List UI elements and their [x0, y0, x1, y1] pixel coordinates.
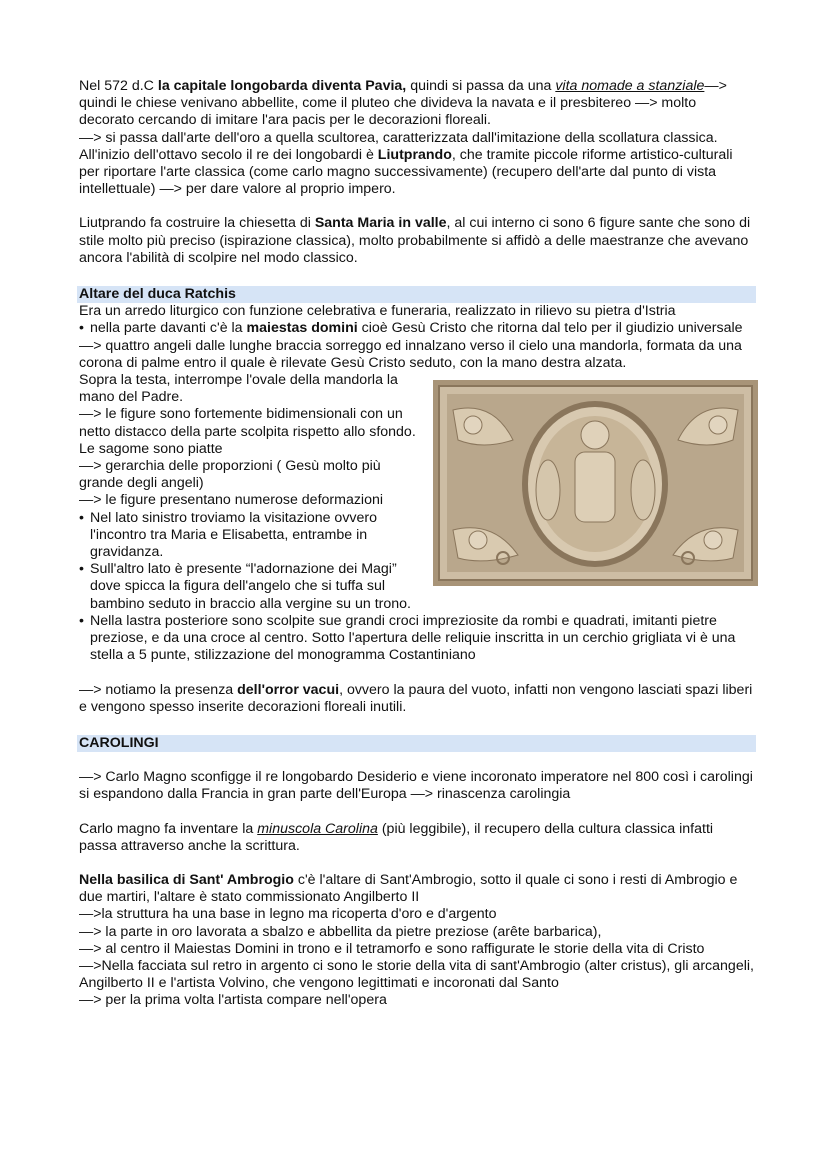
line-maiestas-domini: —> al centro il Maiestas Domini in trono e il tetramorfo e sono raffigurate le storie della vita di Cristo [79, 940, 705, 957]
paragraph-santa-maria: Liutprando fa costruire la chiesetta di Santa Maria in valle, al cui interno ci sono 6 figure sante che sono di stile molto più preciso (ispirazione classica), molto probabilmente si affidò a delle maestranze che avevano ancora l'abilità di scolpire nel modo classico. [79, 215, 751, 266]
bullet-magi: • Sull'altro lato è presente “l'adornazione dei Magi” dove spicca la figura dell'angelo che si tuffa sul bambino seduto in braccio alla vergine su un trono. [79, 561, 411, 612]
line-parte-oro: —> la parte in oro lavorata a sbalzo e abbellita da pietre preziose (arête barbarica), [79, 923, 602, 940]
paragraph-angeli: —> quattro angeli dalle lunghe braccia sorreggo ed innalzano verso il cielo una mandorla, formata da una corona di palme entro il quale è rilevate Gesù Cristo seduto, con la mano destra alzata. [79, 337, 742, 371]
document-page [79, 78, 754, 1010]
paragraph-gerarchia: —> gerarchia delle proporzioni ( Gesù molto più grande degli angeli) [79, 458, 381, 492]
bullet-visitazione: • Nel lato sinistro troviamo la visitazione ovvero l'incontro tra Maria e Elisabetta, entrambe in gravidanza. [79, 509, 378, 561]
line-facciata-retro: —>Nella facciata sul retro in argento ci sono le storie della vita di sant'Ambrogio (alter cristus), gli arcangeli, Angilberto II e l'artista Volvino, che vengono legittimati e incoronati dal Santo [79, 957, 754, 992]
paragraph-sant-ambrogio: Nella basilica di Sant' Ambrogio c'è l'altare di Sant'Ambrogio, sotto il quale ci sono i resti di Ambrogio e due martiri, l'altare è stato commissionato Angilberto II [79, 871, 738, 906]
paragraph-liutprando: All'inizio dell'ottavo secolo il re dei longobardi è Liutprando, che tramite piccole riforme artistico-culturali per riportare l'arte classica (come carlo magno successivamente) (recupero dell'arte dal punto di vista intellettuale) —> per dare valore al proprio impero. [79, 146, 733, 198]
line-struttura: —>la struttura ha una base in legno ma ricoperta d'oro e d'argento [79, 906, 497, 923]
bullet-lastra-posteriore: • Nella lastra posteriore sono scolpite sue grandi croci impreziosite da rombi e quadrati, imitanti pietre preziose, e da una croce al centro. Sotto l'apertura delle reliquie inscritta in un cerchio grigliata vi è una stella a 5 punte, stilizzazione del monogramma Costantiniano [79, 612, 736, 664]
line-artista: —> per la prima volta l'artista compare nell'opera [79, 992, 387, 1009]
altar-relief-image [433, 380, 758, 586]
heading-carolingi: CAROLINGI [77, 735, 756, 752]
paragraph-minuscola: Carlo magno fa inventare la minuscola Carolina (più leggibile), il recupero della cultura classica infatti passa attraverso anche la scrittura. [79, 820, 714, 854]
paragraph-arte-oro: —> si passa dall'arte dell'oro a quella scultorea, caratterizzata dall'imitazione della scollatura classica. [79, 129, 718, 146]
paragraph-pavia: Nel 572 d.C la capitale longobarda diventa Pavia, quindi si passa da una vita nomade a stanziale—> quindi le chiese venivano abbellite, come il pluteo che divideva la navata e il presbitereo —> molto decorato cercando di imitare l'ara pacis per le decorazioni floreali. [79, 78, 727, 129]
heading-altare-ratchis: Altare del duca Ratchis [77, 286, 756, 303]
paragraph-bidimensionali: —> le figure sono fortemente bidimensionali con un netto distacco della parte scolpita rispetto allo sfondo. Le sagome sono piatte [79, 406, 416, 457]
paragraph-testa: Sopra la testa, interrompe l'ovale della mandorla la mano del Padre. [79, 372, 398, 406]
paragraph-arredo: Era un arredo liturgico con funzione celebrativa e funeraria, realizzato in rilievo su pietra d'Istria [79, 303, 676, 320]
paragraph-deformazioni: —> le figure presentano numerose deformazioni [79, 492, 384, 509]
bullet-maiestas: • nella parte davanti c'è la maiestas domini cioè Gesù Cristo che ritorna dal telo per il giudizio universale [79, 320, 743, 337]
paragraph-orror-vacui: —> notiamo la presenza dell'orror vacui, ovvero la paura del vuoto, infatti non vengono lasciati spazi liberi e vengono spesso inserite decorazioni floreali inutili. [79, 681, 753, 715]
paragraph-carlo-magno: —> Carlo Magno sconfigge il re longobardo Desiderio e viene incoronato imperatore nel 800 così i carolingi si espandono dalla Francia in gran parte dell'Europa —> rinascenza carolingia [79, 769, 753, 803]
